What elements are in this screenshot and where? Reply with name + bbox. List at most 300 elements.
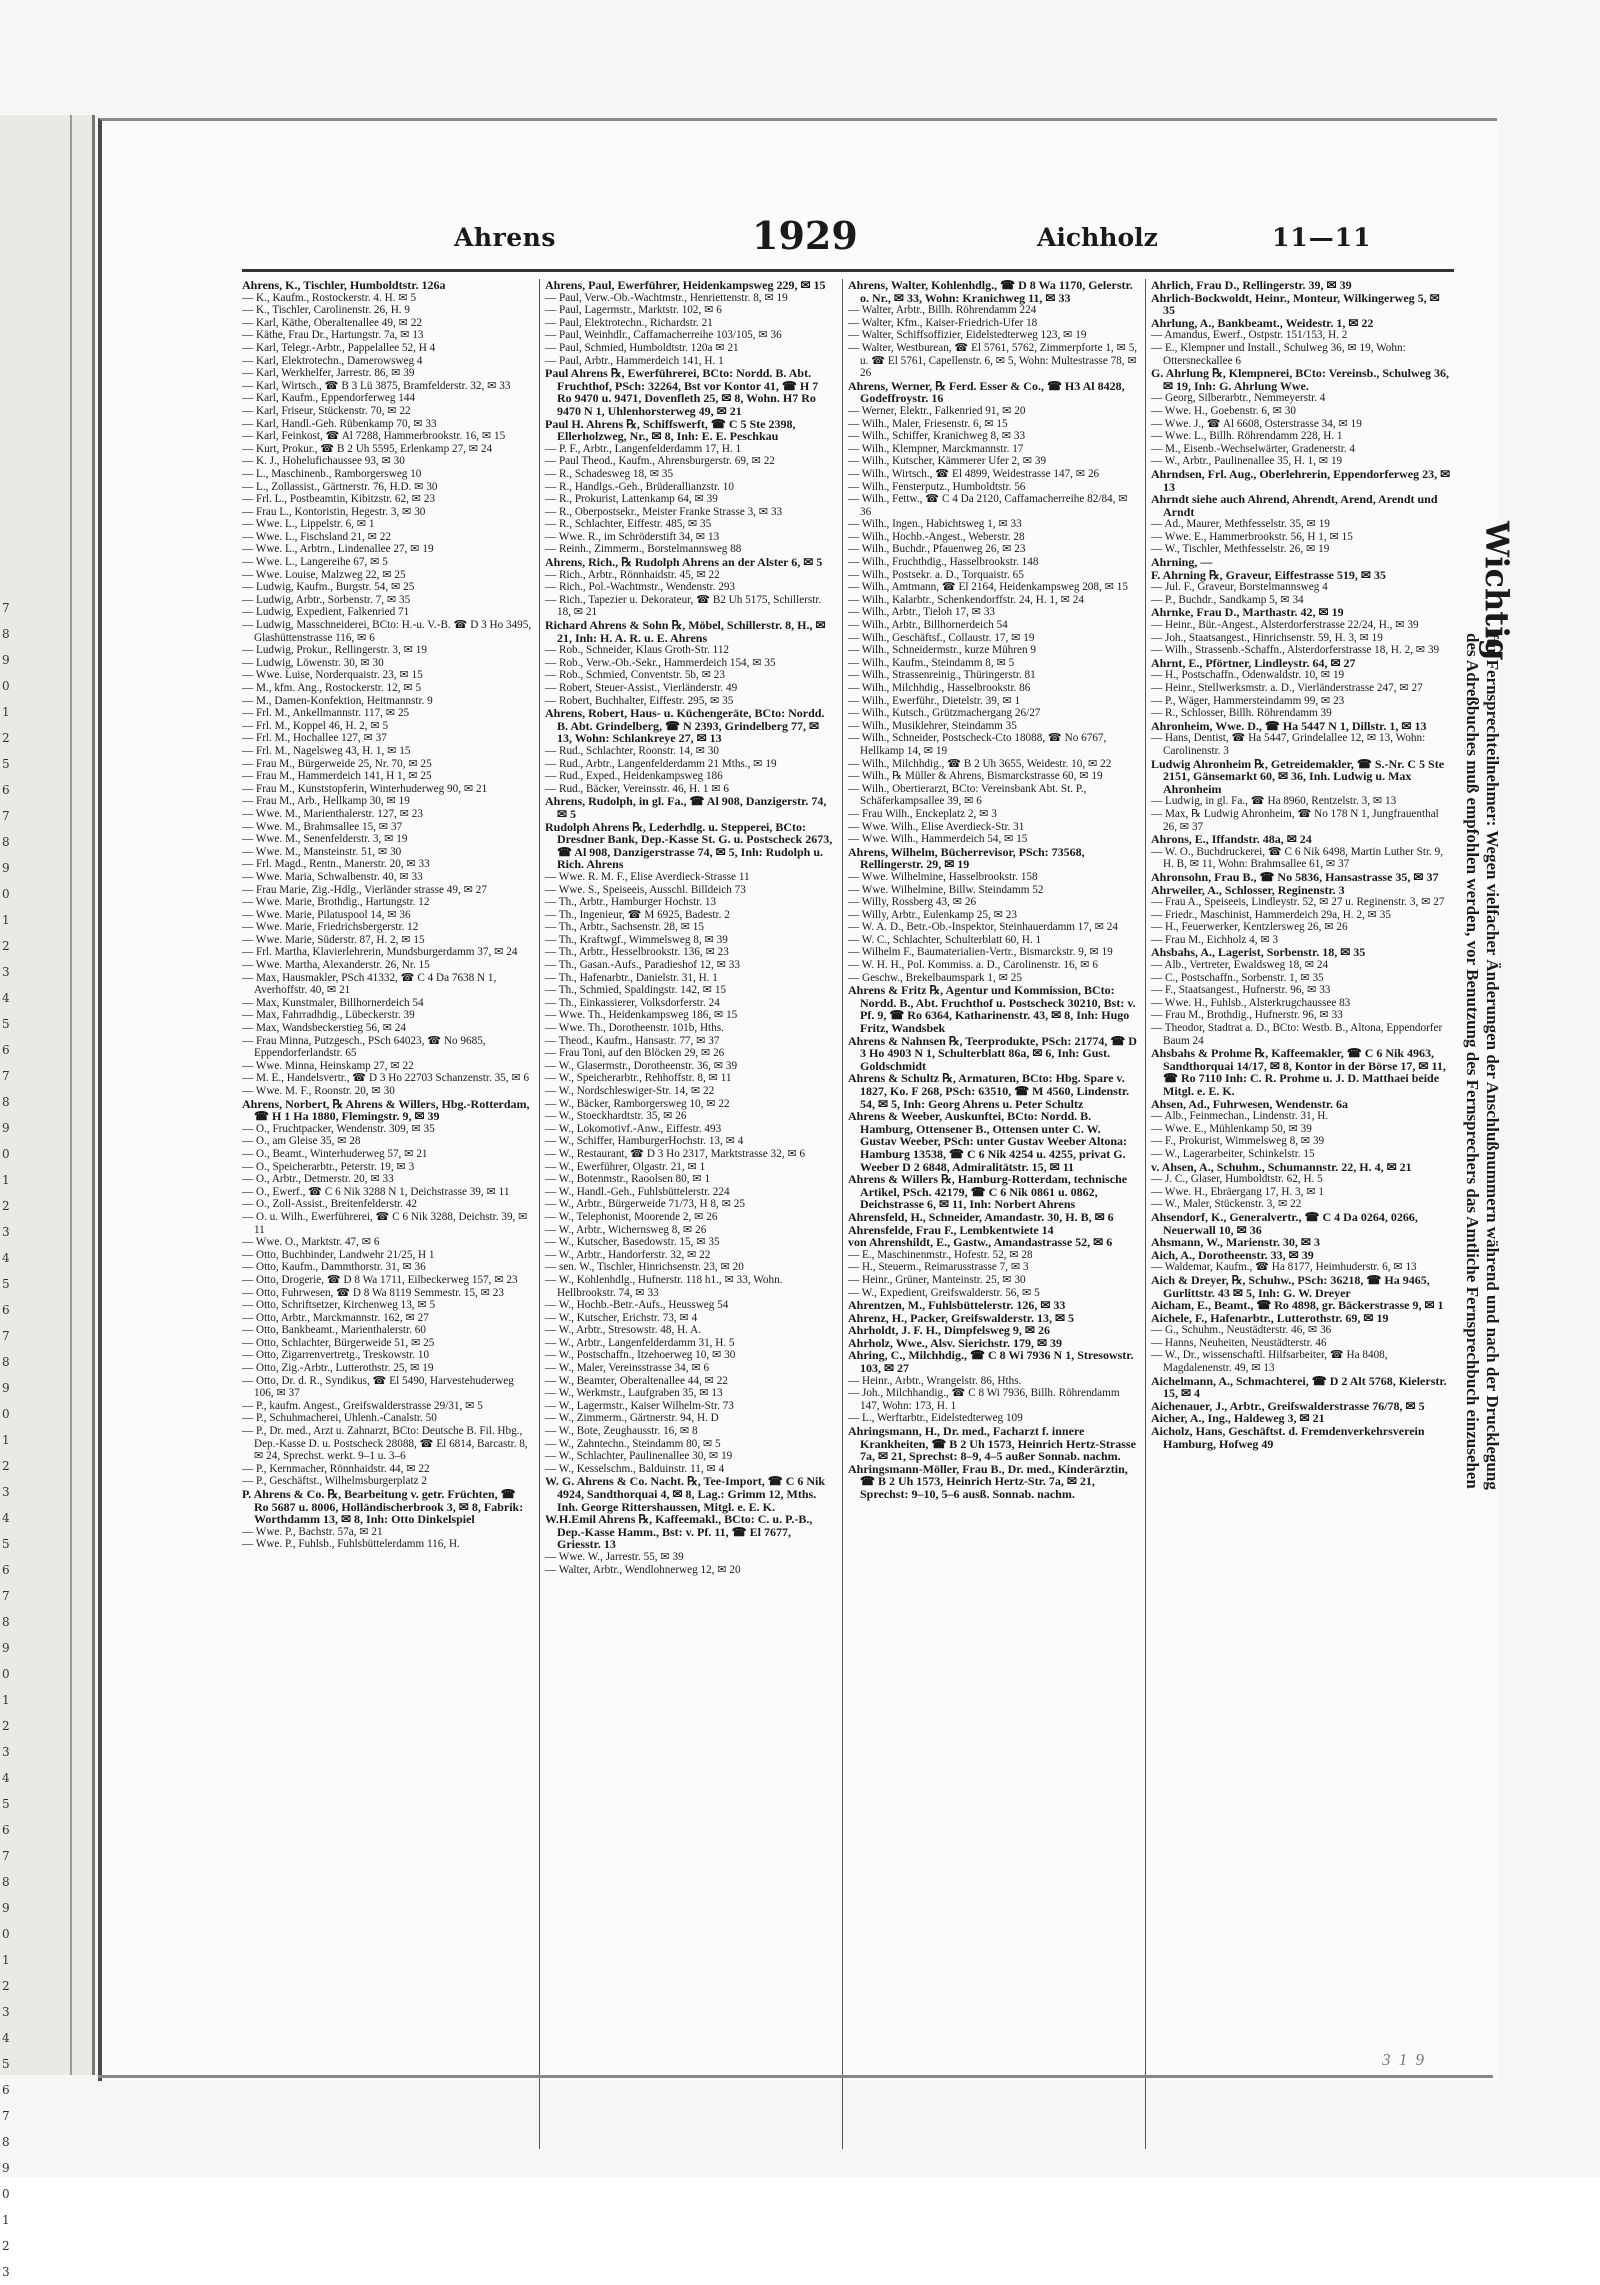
directory-entry: — P., Wäger, Hammersteindamm 99, ✉ 23 [1151,694,1345,707]
directory-entry: — Willy, Rossberg 43, ✉ 26 [848,896,977,909]
directory-entry: — W. A. D., Betr.-Ob.-Inspektor, Steinhauerdamm 17, ✉ 24 [848,921,1118,934]
directory-entry: — Wilh., Fruchthdig., Hasselbrookstr. 148 [848,556,1039,569]
directory-entry: — Frau Wilh., Enckeplatz 2, ✉ 3 [848,807,997,820]
directory-entry: — Frau Marie, Zig.-Hdlg., Vierländer strasse 49, ✉ 27 [242,883,487,896]
directory-entry: — W., Zahntechn., Steindamm 80, ✉ 5 [545,1437,721,1450]
directory-entry: — F., Staatsangest., Hufnerstr. 96, ✉ 33 [1151,984,1331,997]
directory-entry: — Wilh., Maler, Friesenstr. 6, ✉ 15 [848,417,1008,430]
directory-entry: Ahsbahs & Prohme ℞, Kaffeemakler, ☎ C 6 Nik 4963, Sandthorquai 14/17, ✉ 8, Kontor in der Börse 17, ✉ 11, ☎ Ro 7110 Inh: C. R. Prohme u. J. D. Matthaei beide Mitgl. e. E. K. [1151,1046,1446,1098]
directory-entry: — Ludwig, Masschneiderei, BCto: H.-u. V.-B. ☎ D 3 Ho 3495, Glashüttenstrasse 116, ✉ 6 [242,619,532,644]
directory-entry: — Rich., Arbtr., Rönnhaidstr. 45, ✉ 22 [545,568,720,581]
left-page-margin-digits [2,595,22,2285]
margin-digit: 2 [2,2239,10,2253]
directory-entry: Aicher, A., Ing., Haldeweg 3, ✉ 21 [1151,1411,1325,1426]
directory-entry: — Rich., Tapezier u. Dekorateur, ☎ B2 Uh 5175, Schillerstr. 18, ✉ 21 [545,593,822,619]
directory-entry: — Wwe. P., Bachstr. 57a, ✉ 21 [242,1525,383,1538]
directory-entry: — Walter, Westburean, ☎ El 5761, 5762, Zimmerpforte 1, ✉ 5, u. ☎ El 5761, Capellenstr. 6, ✉ 5, Wohn: Multestrasse 78, ✉ 26 [848,341,1138,380]
directory-entry: — Amandus, Ewerf., Ostpstr. 151/153, H. 2 [1151,329,1348,342]
directory-entry: — Rud., Exped., Heidenkampsweg 186 [545,770,723,783]
directory-entry: — Otto, Bankbeamt., Marienthalerstr. 60 [242,1324,426,1337]
directory-entry: — Wilh., Obertierarzt, BCto: Vereinsbank Abt. St. P., Schäferkampsallee 39, ✉ 6 [848,782,1087,808]
directory-entry: — Ludwig, in gl. Fa., ☎ Ha 8960, Rentzelstr. 3, ✉ 13 [1151,795,1397,808]
directory-entry: — Wwe. Wilhelmine, Hasselbrookstr. 158 [848,870,1038,883]
directory-entry: — Frl. L., Postbeamtin, Kibitzstr. 62, ✉ 23 [242,493,436,506]
directory-entry: Ahrens, K., Tischler, Humboldtstr. 126a [242,279,446,292]
directory-entry: — Wilh., ℞ Müller & Ahrens, Bismarckstrasse 60, ✉ 19 [848,770,1103,783]
directory-entry: — Frau A., Speiseeis, Lindleystr. 52, ✉ 27 u. Reginenstr. 3, ✉ 27 [1151,896,1445,909]
directory-entry: — W., Bäcker, Ramborgersweg 10, ✉ 22 [545,1097,730,1110]
directory-entry: — Heinr., Bür.-Angest., Alsterdorferstrasse 22/24, H., ✉ 39 [1151,619,1419,632]
directory-entry: Ahsendorf, K., Generalvertr., ☎ C 4 Da 0264, 0266, Neuerwall 10, ✉ 36 [1151,1209,1418,1237]
directory-entry: — Wilh., Postsekr. a. D., Torquaistr. 65 [848,568,1024,581]
directory-entry: — K., Tischler, Carolinenstr. 26, H. 9 [242,304,410,317]
directory-entry: — Th., Einkassierer, Volksdorferstr. 24 [545,996,720,1009]
directory-entry: — H., Feuerwerker, Kentzlersweg 26, ✉ 26 [1151,921,1348,934]
directory-entry: — E., Maschinenmstr., Hofestr. 52, ✉ 28 [848,1248,1033,1261]
directory-entry: Ahrning, — [1151,555,1213,570]
directory-entry: — Frl. M., Koppel 46, H. 2, ✉ 5 [242,719,389,732]
directory-entry: — Ad., Maurer, Methfesselstr. 35, ✉ 19 [1151,518,1330,531]
directory-entry: — O. u. Wilh., Ewerführerei, ☎ C 6 Nik 3288, Deichstr. 39, ✉ 11 [242,1210,528,1236]
directory-entry: — P. F., Arbtr., Langenfelderdamm 17, H. 1 [545,442,742,455]
directory-entry: — Wilh., Ingen., Habichtsweg 1, ✉ 33 [848,518,1022,531]
directory-entry: — Kurt, Prokur., ☎ B 2 Uh 5595, Erlenkamp 27, ✉ 24 [242,442,493,455]
directory-entry: — Alb., Feinmechan., Lindenstr. 31, H. [1151,1110,1329,1123]
directory-entry: — W., Lagermstr., Kaiser Wilhelm-Str. 73 [545,1399,734,1412]
directory-entry: — H., Postschaffn., Odenwaldstr. 10, ✉ 19 [1151,669,1345,682]
directory-entry: Ahrensfelde, Frau F., Lembkentwiete 14 [848,1222,1054,1237]
directory-entry: Ahrens & Willers ℞, Hamburg-Rotterdam, technische Artikel, PSch. 42179, ☎ C 6 Nik 0861 u. 0862, Deichstrasse 6, ✉ 11, Inh: Norbert Ahrens [848,1172,1128,1212]
directory-entry: — Hanns, Neuheiten, Neustädterstr. 46 [1151,1336,1327,1349]
directory-entry: — Wilh., Amtmann, ☎ El 2164, Heidenkampsweg 208, ✉ 15 [848,581,1128,594]
margin-digit: 2 [2,1979,10,1993]
directory-entry: — Wwe. L., Lippelstr. 6, ✉ 1 [242,518,375,531]
directory-entry: — Wwe. O., Marktstr. 47, ✉ 6 [242,1236,380,1249]
directory-entry: — L., Werftarbtr., Eidelstedterweg 109 [848,1412,1023,1425]
directory-entry: — Theod., Kaufm., Hansastr. 77, ✉ 37 [545,1034,720,1047]
directory-entry: — Karl, Kaufm., Eppendorferweg 144 [242,392,416,405]
directory-entry: — Wilh., Hochb.-Angest., Weberstr. 28 [848,530,1025,543]
margin-digit: 4 [2,1251,10,1265]
directory-entry: — Otto, Arbtr., Marckmannstr. 162, ✉ 27 [242,1311,429,1324]
margin-digit: 2 [2,1719,10,1733]
directory-entry: — Rob., Verw.-Ob.-Sekr., Hammerdeich 154, ✉ 35 [545,656,776,669]
directory-entry: Ahrholz, Wwe., Alsv. Sierichstr. 179, ✉ 39 [848,1335,1063,1350]
margin-digit: 7 [2,2109,10,2123]
directory-entry: — Heinr., Stellwerksmstr. a. D., Vierländerstrasse 247, ✉ 27 [1151,682,1423,694]
directory-entry: — W., Handl.-Geh., Fuhlsbüttelerstr. 224 [545,1185,730,1198]
header-rule [242,269,1454,272]
directory-entry: — Jul. F., Graveur, Borstelmannsweg 4 [1151,581,1328,594]
directory-entry: Ahrlich-Bockwoldt, Heinr., Monteur, Wilkingerweg 5, ✉ 35 [1151,290,1440,318]
header-page-number: 11—11 [1272,223,1372,252]
directory-entry: — Otto, Kaufm., Dammthorstr. 31, ✉ 36 [242,1261,426,1274]
margin-digit: 6 [2,2083,10,2097]
directory-entry: Ahrnt, E., Pförtner, Lindleystr. 64, ✉ 27 [1151,655,1356,670]
margin-digit: 7 [2,1329,10,1343]
notice-line: für Fernsprechteilnehmer: Wegen vielfacher Änderungen der Anschlußnummern während und nach der Drucklegung [1483,633,1502,1490]
margin-digit: 8 [2,1355,10,1369]
margin-digit: 5 [2,1537,10,1551]
directory-entry: — Max, Fahrradhdig., Lübeckerstr. 39 [242,1009,415,1022]
directory-entry: — Wwe. Wilh., Hammerdeich 54, ✉ 15 [848,833,1028,846]
margin-digit: 0 [2,1927,10,1941]
directory-entry: — Karl, Wirtsch., ☎ B 3 Lü 3875, Bramfelderstr. 32, ✉ 33 [242,379,511,392]
margin-digit: 6 [2,783,10,797]
directory-entry: — Robert, Buchhalter, Eiffestr. 295, ✉ 35 [545,694,734,707]
margin-digit: 3 [2,1225,10,1239]
directory-entry: Ahrndt siehe auch Ahrend, Ahrendt, Arend, Arendt und Arndt [1151,492,1438,519]
directory-entry: — W., Bote, Zeughausstr. 16, ✉ 8 [545,1425,698,1438]
directory-entry: Ahrens & Schultz ℞, Armaturen, BCto: Hbg. Spare v. 1827, Ko. F 268, PSch: 63510, ☎ M 4560, Lindenstr. 54, ✉ 5, Inh: Georg Ahrens u. Peter Schultz [848,1071,1130,1111]
directory-entry: — L., Maschinenb., Ramborgersweg 10 [242,467,422,480]
directory-entry: — Wilhelm F., Baumaterialien-Vertr., Bismarckstr. 9, ✉ 19 [848,946,1113,959]
directory-entry: — Karl, Käthe, Oberaltenallee 49, ✉ 22 [242,316,422,329]
directory-entry: — Ludwig, Expedient, Falkenried 71 [242,606,410,619]
directory-entry: Aichelmann, A., Schmachterei, ☎ D 2 Alt 5768, Kielerstr. 15, ✉ 4 [1151,1373,1447,1401]
directory-entry: — Paul, Verw.-Ob.-Wachtmstr., Henriettenstr. 8, ✉ 19 [545,291,788,304]
directory-entry: — Rud., Arbtr., Langenfelderdamm 21 Mths., ✉ 19 [545,757,777,770]
directory-entry: — Frau L., Kontoristin, Hegestr. 3, ✉ 30 [242,505,426,518]
directory-entry: — Wwe. Marie, Süderstr. 87, H. 2, ✉ 15 [242,933,425,946]
directory-entry: Ludwig Ahronheim ℞, Getreidemakler, ☎ S.-Nr. C 5 Ste 2151, Gänsemarkt 60, ✉ 36, Inh. Ludwig u. Max Ahronheim [1151,756,1445,796]
directory-entry: Ahrens, Walter, Kohlenhdlg., ☎ D 8 Wa 1170, Gelerstr. o. Nr., ✉ 33, Wohn: Kranichweg 11, ✉ 33 [848,279,1133,305]
directory-entry: — W., Ewerführer, Olgastr. 21, ✉ 1 [545,1160,706,1173]
directory-entry: — Wilh., Schiffer, Kranichweg 8, ✉ 33 [848,430,1026,443]
directory-entry: — H., Steuerm., Reimarusstrasse 7, ✉ 3 [848,1261,1029,1274]
directory-entry: Ahringsmann-Möller, Frau B., Dr. med., Kinderärztin, ☎ B 2 Uh 1573, Heinrich Hertz-Str. 7a, ✉ 21, Sprechst: 9–10, 5–6 ausß. Sonnab. nachm. [848,1461,1128,1501]
directory-entry: — W. C., Schlachter, Schulterblatt 60, H. 1 [848,933,1042,946]
margin-digit: 1 [2,1173,10,1187]
margin-digit: 1 [2,913,10,927]
directory-entry: — Wwe. Marie, Friedrichsbergerstr. 12 [242,921,419,934]
directory-entry: — Wilh., Schneidermstr., kurze Mühren 9 [848,644,1036,657]
directory-entry: — W., Maler, Stückenstr. 3, ✉ 22 [1151,1198,1302,1211]
directory-entry: Aicholz, Hans, Geschäftst. d. Fremdenverkehrsverein Hamburg, Hofweg 49 [1151,1424,1425,1451]
directory-entry: — Rud., Schlachter, Roonstr. 14, ✉ 30 [545,744,719,757]
directory-entry: — Wwe. L., Arbtrn., Lindenallee 27, ✉ 19 [242,543,434,556]
directory-entry: — Frl. Magd., Rentn., Manerstr. 20, ✉ 33 [242,858,430,871]
directory-entry: — P., Dr. med., Arzt u. Zahnarzt, BCto: Deutsche B. Fil. Hbg., Dep.-Kasse D. u. Postscheck 28088, ☎ El 6814, Barcastr. 8, ✉ 24, Sprechst. werkt. 9–1 u. 3–6 [242,1425,528,1463]
directory-entry: — Wwe. M., Brahmsallee 15, ✉ 37 [242,820,403,833]
directory-entry: — Wwe. W., Jarrestr. 55, ✉ 39 [545,1550,684,1563]
directory-entry: — Wilh., Kutsch., Grützmachergang 26/27 [848,707,1041,720]
margin-digit: 9 [2,653,10,667]
directory-entry: — Wilh., Ewerführ., Dietelstr. 39, ✉ 1 [848,694,1021,707]
directory-entry: Ahrnke, Frau D., Marthastr. 42, ✉ 19 [1151,605,1344,620]
column-divider [1145,279,1146,2149]
directory-entry: — K., Kaufm., Rostockerstr. 4. H. ✉ 5 [242,291,417,304]
margin-digit: 8 [2,1875,10,1889]
directory-entry: Ahrens, Norbert, ℞ Ahrens & Willers, Hbg.-Rotterdam, ☎ H 1 Ha 1880, Flemingstr. 9, ✉ 39 [242,1096,530,1124]
directory-entry: — W., Werkmstr., Laufgraben 35, ✉ 13 [545,1387,723,1400]
directory-entry: — Waldemar, Kaufm., ☎ Ha 8177, Heimhuderstr. 6, ✉ 13 [1151,1261,1417,1274]
directory-entry: Ahrens, Robert, Haus- u. Küchengeräte, BCto: Nordd. B. Abt. Grindelberg, ☎ N 2393, Grindelberg 77, ✉ 13, Wohn: Schlankreye 27, ✉ 13 [545,706,825,746]
margin-digit: 9 [2,1121,10,1135]
directory-entry: — Otto, Buchbinder, Landwehr 21/25, H 1 [242,1248,435,1261]
notice-text [1462,633,1502,1833]
directory-entry: — Geschw., Brekelbaumspark 1, ✉ 25 [848,971,1022,984]
directory-entry: — Werner, Elektr., Falkenried 91, ✉ 20 [848,404,1026,417]
margin-digit: 9 [2,1641,10,1655]
directory-entry: — Wwe. R., im Schröderstift 34, ✉ 13 [545,530,720,543]
directory-entry: — Wwe. L., Fischsland 21, ✉ 22 [242,530,391,543]
directory-entry: — Frl. M., Nagelsweg 43, H. 1, ✉ 15 [242,744,411,757]
directory-entry: — Wilh., Musiklehrer, Steindamm 35 [848,719,1017,732]
directory-entry: Ahrens & Fritz ℞, Agentur und Kommission, BCto: Nordd. B., Abt. Fruchthof u. Postscheck 30210, Bst: v. Pf. 9, ☎ Ro 6364, Katharinenstr. 43, ✉ 8, Inh: Hugo Fritz, Wandsbek [848,983,1136,1036]
margin-digit: 1 [2,705,10,719]
directory-entry: — W., Postschaffn., Itzehoerweg 10, ✉ 30 [545,1349,736,1362]
directory-entry: F. Ahrning ℞, Graveur, Eiffestrasse 519, ✉ 35 [1151,567,1386,582]
directory-entry: — W., Lokomotivf.-Anw., Eiffestr. 493 [545,1122,722,1135]
directory-entry: — Paul, Schmied, Humboldtstr. 120a ✉ 21 [545,341,739,354]
directory-entry: Aichenauer, J., Arbtr., Greifswalderstrasse 76/78, ✉ 5 [1151,1398,1425,1413]
directory-entry: — Frau M., Hammerdeich 141, H 1, ✉ 25 [242,770,432,783]
archive-stamp: 3 1 9 [1382,2050,1426,2069]
directory-entry: Ahrens, Paul, Ewerführer, Heidenkampsweg 229, ✉ 15 [545,279,826,292]
margin-digit: 5 [2,1017,10,1031]
directory-entry: Ahrlung, A., Bankbeamt., Weidestr. 1, ✉ 22 [1151,315,1374,330]
directory-entry: — Georg, Silberarbtr., Nemmeyerstr. 4 [1151,392,1326,405]
page-header [102,213,1497,263]
directory-entry: — Ludwig, Arbtr., Sorbenstr. 7, ✉ 35 [242,593,411,606]
column-divider [842,279,843,2149]
directory-page [98,118,1516,2081]
directory-entry: — W., Hochb.-Betr.-Aufs., Heussweg 54 [545,1299,729,1312]
directory-entry: Ahrens & Weeber, Auskunftei, BCto: Nordd. B. Hamburg, Ottensener B., Ottensen unter C. W. Gustav Weeber, PSch: unter Gustav Weeber Altona: Hamburg 13538, ☎ C 6 Nik 4254 u. 4255, privat G. Weeber D 2 6848, Admiralitätstr. 15, ✉ 11 [848,1109,1128,1174]
directory-entry: — Frau M., Bürgerweide 25, Nr. 70, ✉ 25 [242,757,432,770]
directory-entry: — E., Klempner und Install., Schulweg 36, ✉ 19, Wohn: Ottersneckallee 6 [1151,341,1406,367]
margin-digit: 6 [2,1823,10,1837]
directory-entry: — Rud., Bäcker, Vereinsstr. 46, H. 1 ✉ 6 [545,782,729,795]
directory-entry: — Wilh., Strassenreinig., Thüringerstr. 81 [848,669,1036,682]
directory-entry: — Wwe. Wilhelmine, Billw. Steindamm 52 [848,883,1044,896]
directory-entry: Ahrens, Wilhelm, Bücherrevisor, PSch: 73568, Rellingerstr. 29, ✉ 19 [848,844,1085,872]
directory-entry: — Ludwig, Löwenstr. 30, ✉ 30 [242,656,384,669]
margin-digit: 6 [2,1563,10,1577]
directory-entry: Ahrens, Rudolph, in gl. Fa., ☎ Al 908, Danzigerstr. 74, ✉ 5 [545,794,827,821]
directory-entry: — K. J., Hohelufichaussee 93, ✉ 30 [242,455,405,468]
directory-entry: G. Ahrlung ℞, Klempnerei, BCto: Vereinsb., Schulweg 36, ✉ 19, Inh: G. Ahrlung Wwe. [1151,366,1450,393]
directory-entry: — Wwe. E., Mühlenkamp 50, ✉ 39 [1151,1122,1312,1135]
margin-digit: 4 [2,2031,10,2045]
margin-digit: 7 [2,601,10,615]
margin-digit: 7 [2,809,10,823]
directory-entry: — Frau M., Brothdig., Hufnerstr. 96, ✉ 33 [1151,1009,1343,1022]
column-3 [848,279,1138,2139]
header-right-name: Aichholz [1037,223,1158,252]
directory-entry: — Wwe. P., Fuhlsb., Fuhlsbüttelerdamm 116, H. [242,1538,460,1551]
directory-entry: — O., Arbtr., Detmerstr. 20, ✉ 33 [242,1173,394,1186]
margin-digit: 0 [2,1147,10,1161]
directory-entry: — W., Restaurant, ☎ D 3 Ho 2317, Marktstrasse 32, ✉ 6 [545,1147,806,1160]
directory-entry: — W., Arbtr., Handorferstr. 32, ✉ 22 [545,1248,711,1261]
directory-entry: — W., Speicherarbtr., Rehhoffstr. 8, ✉ 11 [545,1072,732,1085]
directory-entry: — W. O., Buchdruckerei, ☎ C 6 Nik 6498, Martin Luther Str. 9, H. B, ✉ 11, Wohn: Brahmsallee 61, ✉ 37 [1151,845,1444,871]
directory-entry: Ahronsohn, Frau B., ☎ No 5836, Hansastrasse 35, ✉ 37 [1151,869,1439,884]
column-4 [1151,279,1451,2139]
directory-entry: — W., Glasermstr., Dorotheenstr. 36, ✉ 39 [545,1059,738,1072]
directory-entry: — W., Arbtr., Bürgerweide 71/73, H 8, ✉ 25 [545,1198,745,1211]
directory-entry: — Rob., Schneider, Klaus Groth-Str. 112 [545,644,730,657]
margin-digit: 1 [2,1953,10,1967]
directory-entry: — C., Postschaffn., Sorbenstr. 1, ✉ 35 [1151,971,1324,984]
directory-entry: — Max, Hausmakler, PSch 41332, ☎ C 4 Da 7638 N 1, Averhoffstr. 40, ✉ 21 [242,971,497,997]
directory-entry: — Frau Toni, auf den Blöcken 29, ✉ 26 [545,1047,725,1060]
vertical-notice [1463,521,1522,1831]
directory-entry: — W., Tischler, Methfesselstr. 26, ✉ 19 [1151,543,1330,556]
margin-digit: 4 [2,991,10,1005]
directory-entry: — Otto, Fuhrwesen, ☎ D 8 Wa 8119 Semmestr. 15, ✉ 23 [242,1286,504,1299]
directory-entry: — W., Lagerarbeiter, Schinkelstr. 15 [1151,1147,1315,1160]
directory-entry: — Wilh., Schneider, Postscheck-Cto 18088, ☎ No 6767, Hellkamp 14, ✉ 19 [848,732,1107,757]
directory-entry: — R., Schadesweg 18, ✉ 35 [545,467,674,480]
directory-entry: — L., Zollassist., Gärtnerstr. 76, H.D. ✉ 30 [242,480,438,493]
directory-entry: — Wilh., Fettw., ☎ C 4 Da 2120, Caffamacherreihe 82/84, ✉ 36 [848,493,1128,518]
directory-entry: — Frl. M., Hochallee 127, ✉ 37 [242,732,387,745]
directory-entry: — Max, ℞ Ludwig Ahronheim, ☎ No 178 N 1, Jungfrauenthal 26, ✉ 37 [1151,807,1439,833]
directory-entry: — P., Geschäftst., Wilhelmsburgerplatz 2 [242,1475,427,1488]
directory-entry: — W., Botenmstr., Raoolsen 80, ✉ 1 [545,1173,711,1186]
margin-digit: 0 [2,1407,10,1421]
margin-digit: 5 [2,2057,10,2071]
directory-entry: — Frau M., Eichholz 4, ✉ 3 [1151,933,1279,946]
directory-entry: Ahring, C., Milchhdig., ☎ C 8 Wi 7936 N 1, Stresowstr. 103, ✉ 27 [848,1348,1134,1376]
directory-entry: — Max, Wandsbeckerstieg 56, ✉ 24 [242,1022,406,1035]
margin-digit: 8 [2,1615,10,1629]
directory-entry: — Karl, Friseur, Stückenstr. 70, ✉ 22 [242,404,411,417]
directory-entry: — Wilh., Kutscher, Kämmerer Ufer 2, ✉ 39 [848,455,1047,468]
margin-digit: 3 [2,2005,10,2019]
directory-entry: — Paul, Lagermstr., Marktstr. 102, ✉ 6 [545,304,722,317]
directory-entry: — Heinr., Grüner, Manteinstr. 25, ✉ 30 [848,1273,1026,1286]
directory-entry: — Karl, Elektrotechn., Damerowsweg 4 [242,354,423,367]
margin-digit: 4 [2,1771,10,1785]
directory-entry: — Wwe. L., Langereihe 67, ✉ 5 [242,556,388,569]
column-2 [545,279,835,2139]
directory-entry: — M., Eisenb.-Wechselwärter, Gradenerstr. 4 [1151,442,1355,455]
directory-entry: — W., Arbtr., Paulinenallee 35, H. 1, ✉ 19 [1151,455,1343,468]
directory-entry: — W., Kesselschm., Balduinstr. 11, ✉ 4 [545,1462,725,1475]
directory-entry: — Wilh., Kalarbtr., Schenkendorffstr. 24, H. 1, ✉ 24 [848,593,1084,606]
directory-entry: — O., Speicherarbtr., Peterstr. 19, ✉ 3 [242,1160,415,1173]
directory-entry: — W., Arbtr., Langenfelderdamm 31, H. 5 [545,1336,735,1349]
directory-entry: — Otto, Drogerie, ☎ D 8 Wa 1711, Eilbeckerweg 157, ✉ 23 [242,1273,518,1286]
column-1 [242,279,532,2139]
directory-entry: — Alb., Vertreter, Ewaldsweg 18, ✉ 24 [1151,959,1329,972]
margin-digit: 0 [2,1667,10,1681]
directory-entry: Ahrndsen, Frl. Aug., Oberlehrerin, Eppendorferweg 23, ✉ 13 [1151,466,1451,494]
directory-entry: — Walter, Arbtr., Billh. Röhrendamm 224 [848,304,1037,317]
directory-entry: — Otto, Zig.-Arbtr., Lutterothstr. 25, ✉ 19 [242,1362,434,1375]
directory-entry: — Robert, Steuer-Assist., Vierländerstr. 49 [545,682,738,694]
directory-entry: — W., Dr., wissenschaftl. Hilfsarbeiter, ☎ Ha 8408, Magdalenenstr. 49, ✉ 13 [1151,1349,1388,1375]
directory-entry: — Paul, Elektrotechn., Richardstr. 21 [545,316,713,329]
margin-digit: 5 [2,757,10,771]
header-left-name: Ahrens [454,223,556,252]
directory-entry: — Walter, Schiffsoffizier, Eidelstedterweg 123, ✉ 19 [848,329,1087,342]
margin-digit: 9 [2,861,10,875]
directory-entry: — Wwe. M. F., Roonstr. 20, ✉ 30 [242,1085,395,1097]
margin-digit: 1 [2,1433,10,1447]
directory-entry: — Wwe. R. M. F., Elise Averdieck-Strasse 11 [545,870,750,883]
page-bottom-edge [98,2075,1493,2078]
directory-entry: — Wwe. J., ☎ Al 6608, Osterstrasse 34, ✉ 19 [1151,417,1362,430]
directory-entry: — W., Arbtr., Stresowstr. 48, H. A. [545,1324,702,1337]
notice-title: Wichtig [1478,521,1516,661]
directory-entry: — Wwe. M., Mansteinstr. 51, ✉ 30 [242,845,402,858]
directory-entry: — Th., Ingenieur, ☎ M 6925, Badestr. 2 [545,908,730,921]
directory-entry: — Max, Kunstmaler, Billhornerdeich 54 [242,996,424,1009]
directory-entry: — R., Handlgs.-Geh., Brüderallianzstr. 10 [545,480,734,493]
directory-entry: — M. E., Handelsvertr., ☎ D 3 Ho 22703 Schanzenstr. 35, ✉ 6 [242,1072,530,1085]
directory-entry: — Wilh., Milchhdig., Hasselbrookstr. 86 [848,682,1031,694]
margin-digit: 3 [2,1745,10,1759]
margin-digit: 6 [2,1043,10,1057]
directory-entry: — Karl, Feinkost, ☎ Al 7288, Hammerbrookstr. 16, ✉ 15 [242,430,506,443]
directory-entry: — Wwe. Martha, Alexanderstr. 26, Nr. 15 [242,959,430,972]
margin-digit: 4 [2,1511,10,1525]
directory-entry: — Wwe. Luise, Norderquaistr. 23, ✉ 15 [242,669,423,682]
directory-entry: — W., Expedient, Greifswalderstr. 56, ✉ 5 [848,1286,1040,1299]
directory-entry: — Frl. M., Ankellmannstr. 117, ✉ 25 [242,707,410,720]
directory-entry: Ahsmann, W., Marienstr. 30, ✉ 3 [1151,1235,1320,1250]
margin-digit: 9 [2,1901,10,1915]
directory-entry: — Karl, Werkhelfer, Jarrestr. 86, ✉ 39 [242,367,415,380]
directory-entry: — O., Ewerf., ☎ C 6 Nik 3288 N 1, Deichstrasse 39, ✉ 11 [242,1185,510,1198]
directory-entry: — Wilh., Klempner, Marckmannstr. 17 [848,442,1024,455]
directory-entry: — Wilh., Wirtsch., ☎ El 4899, Weidestrasse 147, ✉ 26 [848,467,1100,480]
directory-entry: — Hans, Dentist, ☎ Ha 5447, Grindelallee 12, ✉ 13, Wohn: Carolinenstr. 3 [1151,732,1426,757]
margin-digit: 0 [2,679,10,693]
directory-entry: — Th., Arbtr., Hamburger Hochstr. 13 [545,896,717,909]
directory-entry: Paul Ahrens ℞, Ewerführerei, BCto: Nordd. B. Abt. Fruchthof, PSch: 32264, Bst vor Kontor 41, ☎ H 7 Ro 9470 u. 9471, Dovenfleth 25, ✉ 8, Wohn. H7 Ro 9470 N 1, Uhlenhorsterweg 49, ✉ 21 [545,366,819,418]
directory-entry: — Wilh., Arbtr., Tieloh 17, ✉ 33 [848,606,996,619]
directory-entry: Ahrlich, Frau D., Rellingerstr. 39, ✉ 39 [1151,279,1352,292]
margin-digit: 8 [2,2135,10,2149]
directory-entry: W. G. Ahrens & Co. Nacht. ℞, Tee-Import, ☎ C 6 Nik 4924, Sandthorquai 4, ✉ 8, Lag.: Grimm 12, Mths. Inh. George Rittershaussen, Mitgl. e. E. K. [545,1474,826,1514]
directory-entry: — P., Schuhmacherei, Uhlenh.-Canalstr. 50 [242,1412,437,1425]
margin-digit: 6 [2,1303,10,1317]
directory-entry: Paul H. Ahrens ℞, Schiffswerft, ☎ C 5 Ste 2398, Ellerholzweg, Nr., ✉ 8, Inh: E. E. Peschkau [545,416,796,444]
directory-entry: — Th., Arbtr., Sachsenstr. 28, ✉ 15 [545,921,704,934]
directory-entry: — W., Beamter, Oberaltenallee 44, ✉ 22 [545,1374,728,1387]
directory-entry: — P., Buchdr., Sandkamp 5, ✉ 34 [1151,593,1304,606]
directory-entry: v. Ahsen, A., Schuhm., Schumannstr. 22, H. 4, ✉ 21 [1151,1159,1412,1174]
margin-digit: 2 [2,939,10,953]
directory-entry: — W., Kutscher, Erichstr. 73, ✉ 4 [545,1311,698,1324]
directory-entry: — F., Prokurist, Wimmelsweg 8, ✉ 39 [1151,1135,1325,1148]
directory-entry: — P., kaufm. Angest., Greifswalderstrasse 29/31, ✉ 5 [242,1399,483,1412]
directory-entry: — W. H. H., Pol. Kommiss. a. D., Carolinenstr. 16, ✉ 6 [848,959,1098,972]
directory-entry: — Th., Arbtr., Hesselbrookstr. 136, ✉ 23 [545,946,729,959]
directory-entry: — Th., Kraftwgf., Wimmelsweg 8, ✉ 39 [545,933,728,946]
directory-entry: — Ludwig, Prokur., Rellingerstr. 3, ✉ 19 [242,644,427,657]
directory-entry: — Wwe. S., Speiseeis, Ausschl. Billdeich 73 [545,883,746,896]
directory-entry: Aich, A., Dorotheenstr. 33, ✉ 39 [1151,1247,1314,1262]
directory-entry: Ahrholdt, J. F. H., Dimpfelsweg 9, ✉ 26 [848,1323,1050,1338]
directory-entry: — Wwe. Minna, Heinskamp 27, ✉ 22 [242,1059,414,1072]
margin-digit: 0 [2,2187,10,2201]
directory-entry: — Wilh., Kaufm., Steindamm 8, ✉ 5 [848,656,1015,669]
directory-entry: — O., am Gleise 35, ✉ 28 [242,1135,361,1148]
directory-entry: — Rob., Schmied, Conventstr. 5b, ✉ 23 [545,669,725,682]
directory-entry: — R., Prokurist, Lattenkamp 64, ✉ 39 [545,493,718,506]
directory-entry: — Th., Gasan.-Aufs., Paradieshof 12, ✉ 33 [545,959,740,972]
directory-entry: — W., Kutscher, Basedowstr. 15, ✉ 35 [545,1236,720,1249]
directory-entry: — Wilh., Strassenb.-Schaffn., Alsterdorferstrasse 18, H. 2, ✉ 39 [1151,644,1440,657]
directory-entry: — O., Zoll-Assist., Breitenfelderstr. 42 [242,1198,417,1211]
